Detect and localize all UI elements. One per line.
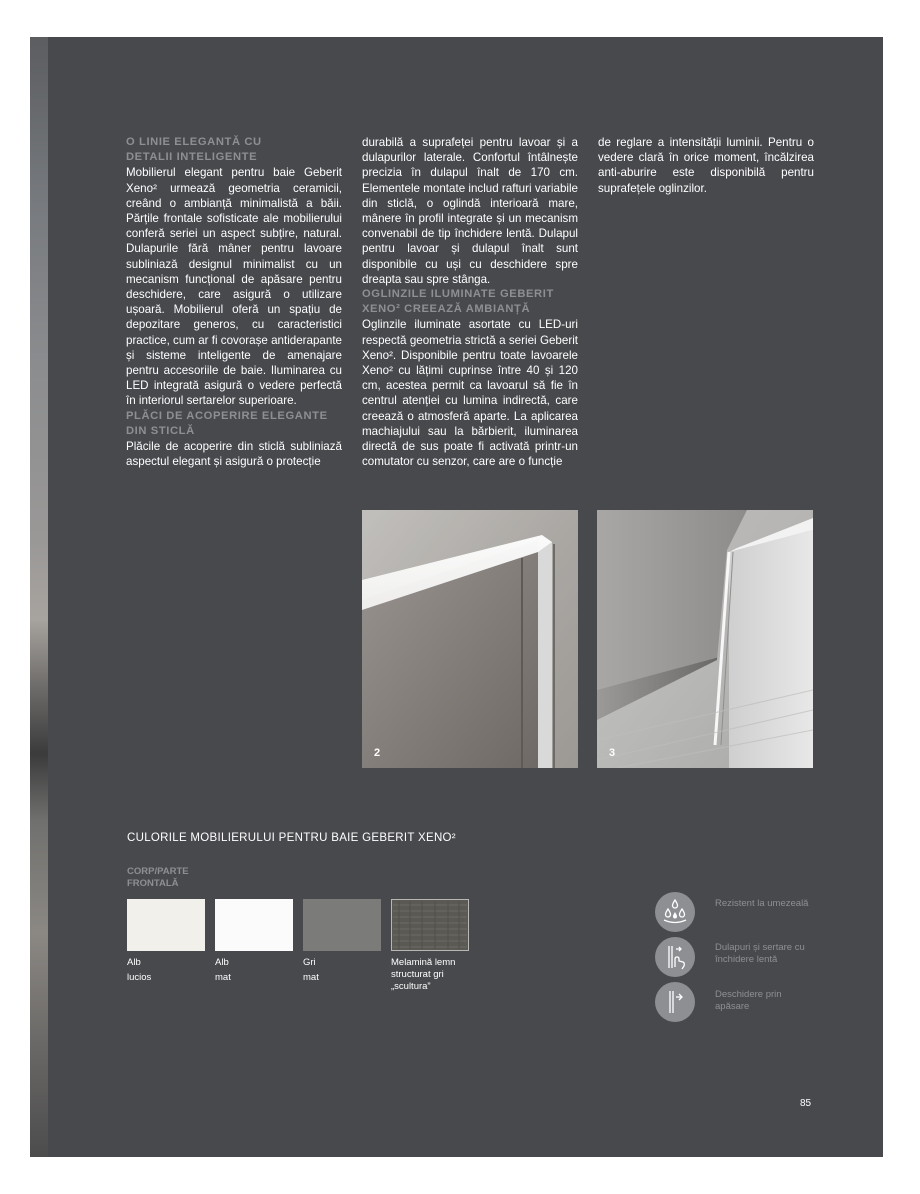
swatch-alb-mat	[215, 899, 293, 951]
swatch-label-alb-mat: Alb mat	[215, 957, 231, 983]
paragraph-intensitate: de reglare a intensității luminii. Pentru o vedere clară în orice moment, încălzirea anti-aburire este disponibilă pentru suprafețele oglinzilor.	[598, 136, 814, 195]
cabinet-corner-illustration	[597, 510, 813, 768]
photo-number-2: 2	[374, 747, 381, 759]
heading-oglinzi-iluminate: OGLINZILE ILUMINATE GEBERIT XENO² CREEAZĂ AMBIANȚĂ	[362, 288, 554, 316]
swatch-label-gri-mat: Gri mat	[303, 957, 319, 983]
swatch-label-melamina: Melamină lemn structurat gri „scultura”	[391, 957, 456, 992]
swatch-label-alb-lucios: Alb lucios	[127, 957, 152, 983]
paragraph-oglinzi: Oglinzile iluminate asortate cu LED-uri respectă geometria strictă a seriei Geberit Xeno². Disponibile pentru toate lavoarele Xeno² cu lățimi cuprinse între 40 și 120 cm, acestea permit ca lavoarul să fie în centrul atenției cu lumina indirectă, care creează o atmosferă aparte. La aplicarea machiajului sau la bărbierit, iluminarea directă de sus poate fi activată printr-un comutator cu senzor, care are o funcție	[362, 318, 578, 469]
paragraph-dulap-inalt: durabilă a suprafeței pentru lavoar și a dulapurilor laterale. Confortul întâlnește precizia în dulapul înalt de 170 cm. Elementele montate includ rafturi variabile din sticlă, o oglindă interioară mare, mânere în profil integrate și un mecanism convenabil de tip închidere lentă. Dulapul pentru lavoar și dulapul înalt sunt disponibile cu uși cu deschidere spre dreapta sau spre stânga.	[362, 136, 578, 286]
feature-text-moisture: Rezistent la umezeală	[715, 898, 809, 909]
photo-number-3: 3	[609, 747, 616, 759]
text-column-3	[598, 135, 814, 196]
swatch-alb-lucios	[127, 899, 205, 951]
colors-subtitle: CORP/PARTE FRONTALĂ	[127, 866, 189, 889]
photo-cabinet-corner	[597, 510, 813, 768]
heading-placi-acoperire: PLĂCI DE ACOPERIRE ELEGANTE DIN STICLĂ	[126, 409, 328, 437]
heading-linie-eleganta: O LINIE ELEGANTĂ CU DETALII INTELIGENTE	[126, 136, 262, 164]
paragraph-mobilier: Mobilierul elegant pentru baie Geberit Xeno² urmează geometria ceramicii, creând o ambianță minimalistă a băii. Părțile frontale sofisticate ale mobilierului conferă seriei un aspect subțire, natural. Dulapurile fără mâner pentru lavoare subliniază designul minimalist cu un mecanism funcțional de apăsare pentru deschidere, care asigură o utilizare ușoară. Mobilierul oferă un spațiu de depozitare generos, cu caracteristici practice, cum ar fi covorașe antiderapante și sisteme inteligente de amenajare pentru accesoriile de baie. Iluminarea cu LED integrată asigură o vedere perfectă în interiorul sertarelor superioare.	[126, 166, 342, 408]
feature-text-push-open: Deschidere prin apăsare	[715, 989, 782, 1012]
colors-section-title: CULORILE MOBILIERULUI PENTRU BAIE GEBERIT XENO²	[127, 832, 456, 844]
feature-text-soft-close: Dulapuri și sertare cu închidere lentă	[715, 942, 805, 965]
page	[48, 37, 883, 1157]
water-drops-icon	[655, 892, 695, 932]
swatch-gri-mat	[303, 899, 381, 951]
photo-mirror-edge	[362, 510, 578, 768]
page-number: 85	[800, 1098, 812, 1109]
text-column-1	[126, 135, 342, 469]
wood-texture	[391, 899, 469, 951]
paragraph-placi: Plăcile de acoperire din sticlă subliniază aspectul elegant și asigură o protecție	[126, 440, 342, 469]
push-open-icon	[655, 982, 695, 1022]
swatch-melamina	[391, 899, 469, 951]
soft-close-hand-icon	[655, 937, 695, 977]
text-column-2	[362, 135, 578, 469]
mirror-edge-illustration	[362, 510, 578, 768]
left-edge-photo-strip	[30, 37, 48, 1157]
